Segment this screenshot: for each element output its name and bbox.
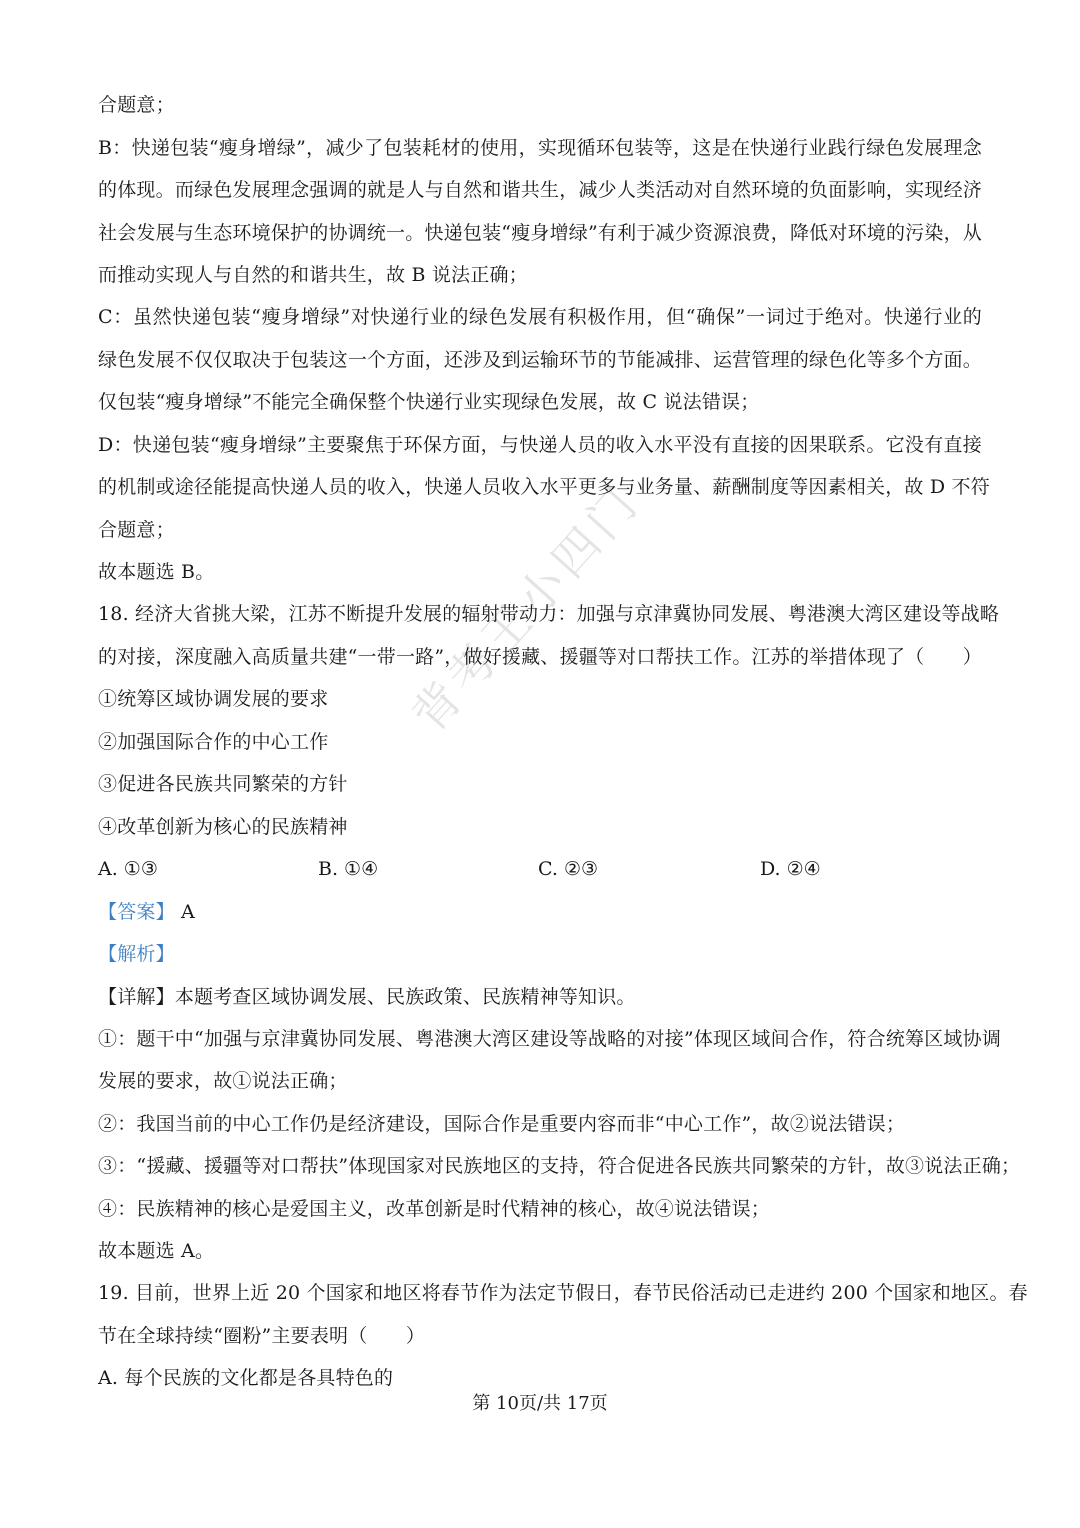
explanation-line: ③：“援藏、援疆等对口帮扶”体现国家对民族地区的支持，符合促进各民族共同繁荣的方针，故③说法正确；: [98, 1155, 1021, 1177]
text-line: B：快递包装“瘦身增绿”，减少了包装耗材的使用，实现循环包装等，这是在快递行业践行绿色发展理念: [98, 137, 982, 159]
text-line: 社会发展与生态环境保护的协调统一。快递包装“瘦身增绿”有利于减少资源浪费，降低对环境的污染，从: [98, 222, 982, 244]
question-18-stem: 18. 经济大省挑大梁，江苏不断提升发展的辐射带动力：加强与京津冀协同发展、粤港澳大湾区建设等战略: [98, 603, 1000, 625]
question-18-stem: 的对接，深度融入高质量共建“一带一路”，做好援藏、援疆等对口帮扶工作。江苏的举措体现了（ ）: [98, 646, 982, 668]
question-19-stem: 19. 目前，世界上近 20 个国家和地区将春节作为法定节假日，春节民俗活动已走进约 200 个国家和地区。春: [98, 1282, 1028, 1304]
answer-line: [98, 898, 982, 926]
text-line: 绿色发展不仅仅取决于包装这一个方面，还涉及到运输环节的节能减排、运营管理的绿色化等多个方面。: [98, 349, 982, 371]
answer-value: A: [174, 901, 195, 923]
detail-text: 本题考查区域协调发展、民族政策、民族精神等知识。: [174, 986, 636, 1008]
text-line: 的体现。而绿色发展理念强调的就是人与自然和谐共生，减少人类活动对自然环境的负面影响，实现经济: [98, 179, 982, 201]
question-19-option-a: A. 每个民族的文化都是各具特色的: [98, 1367, 394, 1389]
statement-4: ④改革创新为核心的民族精神: [98, 816, 348, 838]
statement-1: ①统筹区域协调发展的要求: [98, 688, 329, 710]
statement-2: ②加强国际合作的中心工作: [98, 731, 329, 753]
text-line: 合题意；: [98, 519, 175, 541]
text-line: D：快递包装“瘦身增绿”主要聚焦于环保方面，与快递人员的收入水平没有直接的因果联系。它没有直接: [98, 434, 982, 456]
analysis-label: 【解析】: [98, 943, 175, 965]
explanation-line: ②：我国当前的中心工作仍是经济建设，国际合作是重要内容而非“中心工作”，故②说法错误；: [98, 1113, 906, 1135]
explanation-line: ④：民族精神的核心是爱国主义，改革创新是时代精神的核心，故④说法错误；: [98, 1198, 771, 1220]
text-line: C：虽然快递包装“瘦身增绿”对快递行业的绿色发展有积极作用，但“确保”一词过于绝对。快递行业的: [98, 306, 982, 328]
detail-line: [98, 983, 982, 1011]
text-line: 的机制或途径能提高快递人员的收入，快递人员收入水平更多与业务量、薪酬制度等因素相关，故 D 不符: [98, 476, 990, 498]
text-line: 而推动实现人与自然的和谐共生，故 B 说法正确；: [98, 264, 528, 286]
explanation-line: ①：题干中“加强与京津冀协同发展、粤港澳大湾区建设等战略的对接”体现区域间合作，符合统筹区域协调: [98, 1028, 1002, 1050]
explanation-line: 故本题选 A。: [98, 1240, 215, 1262]
question-19-stem: 节在全球持续“圈粉”主要表明（ ）: [98, 1325, 426, 1347]
option-b: B. ①④: [318, 858, 379, 880]
watermark: 背考王小四门: [401, 474, 651, 743]
text-line: 故本题选 B。: [98, 561, 215, 583]
detail-label: 【详解】: [98, 986, 175, 1008]
analysis-line: [98, 940, 982, 968]
page-footer: 第 10页/共 17页: [472, 1393, 608, 1414]
option-a: A. ①③: [98, 858, 158, 880]
answer-label: 【答案】: [98, 901, 175, 923]
statement-3: ③促进各民族共同繁荣的方针: [98, 773, 348, 795]
option-c: C. ②③: [538, 858, 599, 880]
option-d: D. ②④: [760, 858, 821, 880]
text-line: 合题意；: [98, 94, 175, 116]
text-line: 仅包装“瘦身增绿”不能完全确保整个快递行业实现绿色发展，故 C 说法错误；: [98, 391, 760, 413]
explanation-line: 发展的要求，故①说法正确；: [98, 1070, 348, 1092]
